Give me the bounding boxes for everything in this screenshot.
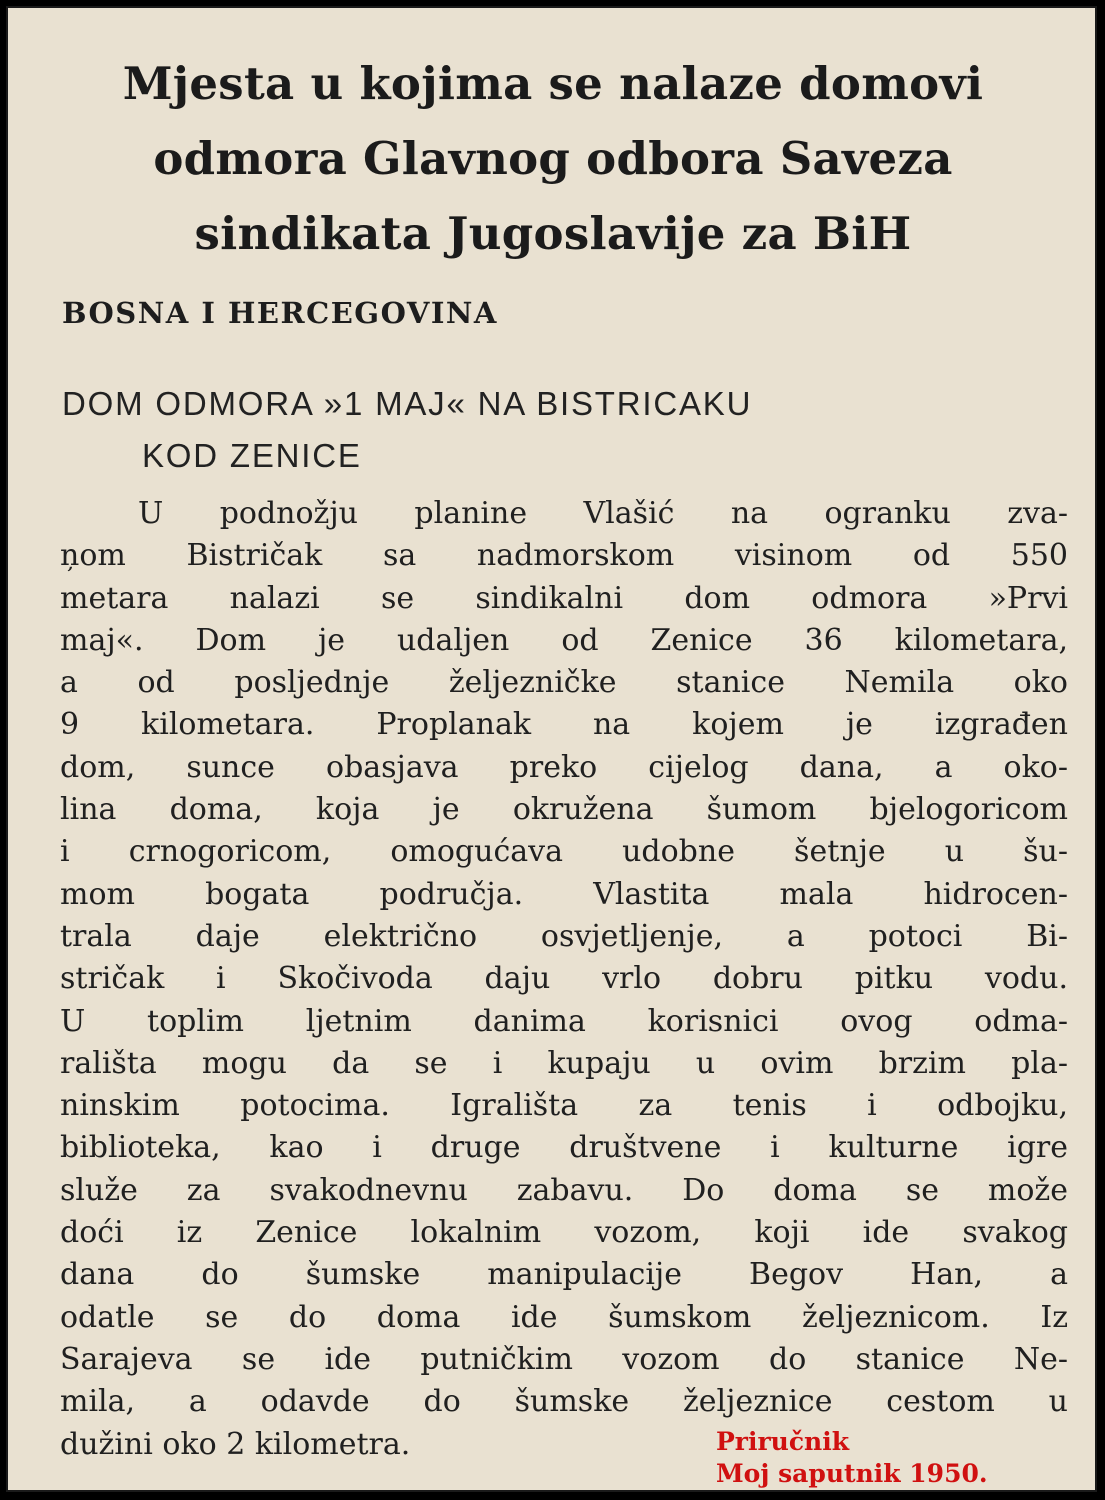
- source-note: [716, 1426, 988, 1490]
- source-note-line: Moj saputnik 1950.: [716, 1459, 988, 1488]
- body-line: metara nalazi se sindikalni dom odmora »Prvi: [60, 580, 1068, 616]
- section-heading: BOSNA I HERCEGOVINA: [62, 296, 498, 330]
- body-line: U toplim ljetnim danima korisnici ovog odma-: [60, 1003, 1068, 1039]
- body-line: a od posljednje željezničke stanice Nemila oko: [60, 665, 1068, 701]
- headline-line: Mjesta u kojima se nalaze domovi: [122, 57, 984, 110]
- body-line: rališta mogu da se i kupaju u ovim brzim pla-: [60, 1045, 1068, 1081]
- body-line: i crnogoricom, omogućava udobne šetnje u šu-: [60, 834, 1068, 870]
- body-line: stričak i Skočivoda daju vrlo dobru pitku vodu.: [60, 961, 1068, 997]
- body-line: Sarajeva se ide putničkim vozom do stanice Ne-: [60, 1341, 1068, 1377]
- body-line: odatle se do doma ide šumskom željeznicom. Iz: [60, 1299, 1068, 1335]
- body-line: biblioteka, kao i druge društvene i kulturne igre: [60, 1130, 1068, 1166]
- body-line: ninskim potocima. Igrališta za tenis i odbojku,: [60, 1088, 1068, 1124]
- article-title-line: DOM ODMORA »1 MAJ« NA BISTRICAKU: [62, 385, 753, 422]
- body-line: U podnožju planine Vlašić na ogranku zva-: [138, 496, 1068, 531]
- headline: [28, 46, 1078, 271]
- newspaper-clipping: [6, 6, 1097, 1492]
- headline-line: sindikata Jugoslavije za BiH: [194, 207, 912, 260]
- body-line: ņom Bistričak sa nadmorskom visinom od 550: [60, 538, 1068, 574]
- body-line: dom, sunce obasjava preko cijelog dana, a oko-: [60, 749, 1068, 785]
- body-line: lina doma, koja je okružena šumom bjelogoricom: [60, 792, 1068, 828]
- headline-line: odmora Glavnog odbora Saveza: [153, 132, 953, 185]
- body-line: 9 kilometara. Proplanak na kojem je izgrađen: [60, 707, 1068, 743]
- body-line: dana do šumske manipulacije Begov Han, a: [60, 1257, 1068, 1293]
- article-title: [62, 378, 1072, 482]
- body-line: mom bogata područja. Vlastita mala hidrocen-: [60, 876, 1068, 912]
- article-body: [60, 493, 1068, 1466]
- article-title-line: KOD ZENICE: [142, 437, 362, 474]
- body-line: maj«. Dom je udaljen od Zenice 36 kilometara,: [60, 622, 1068, 658]
- body-line: mila, a odavde do šumske željeznice cestom u: [60, 1384, 1068, 1420]
- body-line: služe za svakodnevnu zabavu. Do doma se može: [60, 1172, 1068, 1208]
- body-line: doći iz Zenice lokalnim vozom, koji ide svakog: [60, 1215, 1068, 1251]
- body-line: dužini oko 2 kilometra.: [60, 1426, 411, 1462]
- source-note-line: Priručnik: [716, 1427, 850, 1456]
- body-line: trala daje električno osvjetljenje, a potoci Bi-: [60, 918, 1068, 954]
